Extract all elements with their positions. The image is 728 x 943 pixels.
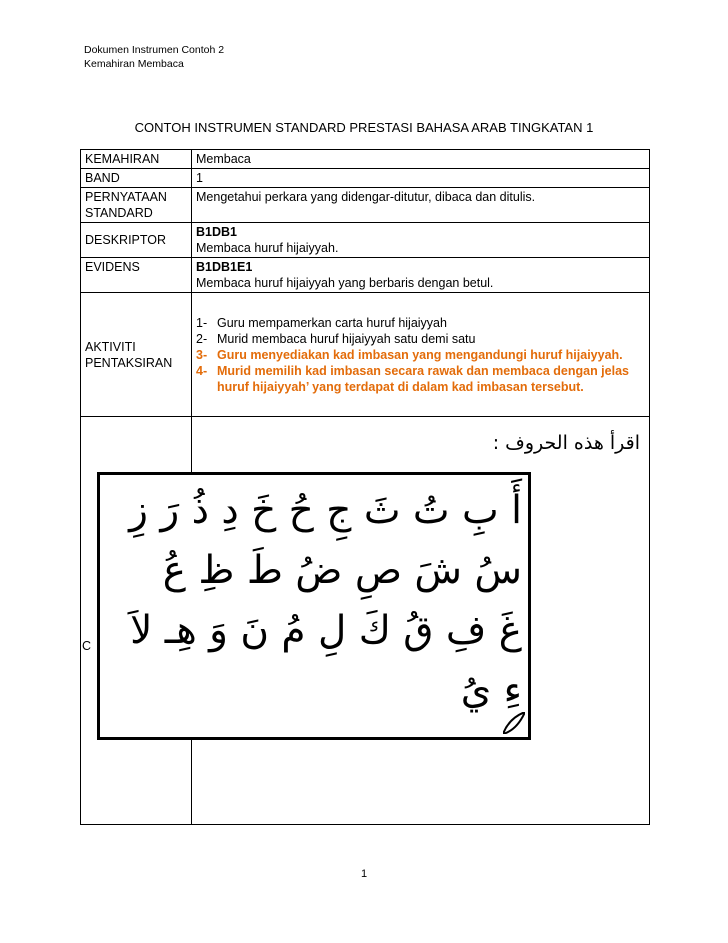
aktiviti-cell: [192, 293, 650, 417]
letters-line-3: غَ فِ قُ كَ لِ مُ نَ وَ هِـ لاَ: [130, 608, 522, 653]
row-kemahiran: [81, 150, 650, 169]
aktiviti-list: [196, 315, 645, 395]
band-label: BAND: [81, 169, 192, 188]
page-number: 1: [360, 868, 368, 880]
deskriptor-text: Membaca huruf hijaiyyah.: [196, 241, 339, 255]
aktiviti-item: 2- Murid membaca huruf hijaiyyah satu demi satu: [196, 331, 476, 346]
arabic-instruction: اقرأ هذه الحروف :: [492, 432, 640, 454]
flash-card: [97, 472, 531, 740]
pernyataan-label: PERNYATAAN STANDARD: [81, 188, 192, 223]
aktiviti-item: 3- Guru menyediakan kad imbasan yang mengandungi huruf hijaiyyah.: [196, 347, 623, 362]
page-title: CONTOH INSTRUMEN STANDARD PRESTASI BAHASA ARAB TINGKATAN 1: [134, 120, 594, 135]
deskriptor-label: DESKRIPTOR: [81, 223, 192, 258]
pernyataan-value: Mengetahui perkara yang didengar-ditutur, dibaca dan ditulis.: [192, 188, 650, 223]
letters-line-1: أَ بِ تُ ثَ جِ حُ خَ دِ ذُ رَ زِ: [129, 488, 522, 533]
row-evidens: [81, 258, 650, 293]
letters-line-4: ءِ يُ: [460, 668, 522, 713]
header-line-2: Kemahiran Membaca: [84, 58, 184, 70]
header-line-1: Dokumen Instrumen Contoh 2: [84, 44, 225, 56]
page-curl-icon: [503, 712, 525, 734]
evidens-code: B1DB1E1: [196, 260, 253, 274]
document-header: [84, 43, 224, 71]
kemahiran-value: Membaca: [192, 150, 650, 169]
evidens-label: EVIDENS: [81, 258, 192, 293]
row-band: [81, 169, 650, 188]
row-pernyataan: [81, 188, 650, 223]
deskriptor-cell: [192, 223, 650, 258]
row-aktiviti: [81, 293, 650, 417]
deskriptor-code: B1DB1: [196, 225, 237, 239]
band-value: 1: [192, 169, 650, 188]
aktiviti-item: 4- Murid memilih kad imbasan secara rawak dan membaca dengan jelas huruf hijaiyyah’ yang terdapat di dalam kad imbasan tersebut.: [196, 363, 629, 394]
kemahiran-label: KEMAHIRAN: [81, 150, 192, 169]
aktiviti-item: 1- Guru mempamerkan carta huruf hijaiyyah: [196, 315, 447, 330]
letters-line-2: سُ شَ صِ ضُ طَ ظِ عُ: [162, 548, 522, 593]
row-deskriptor: [81, 223, 650, 258]
evidens-text: Membaca huruf hijaiyyah yang berbaris dengan betul.: [196, 276, 494, 290]
instrumen-label-fragment: C: [82, 639, 92, 653]
arabic-letters: [112, 481, 522, 721]
evidens-cell: [192, 258, 650, 293]
aktiviti-label: AKTIVITI PENTAKSIRAN: [81, 293, 192, 417]
